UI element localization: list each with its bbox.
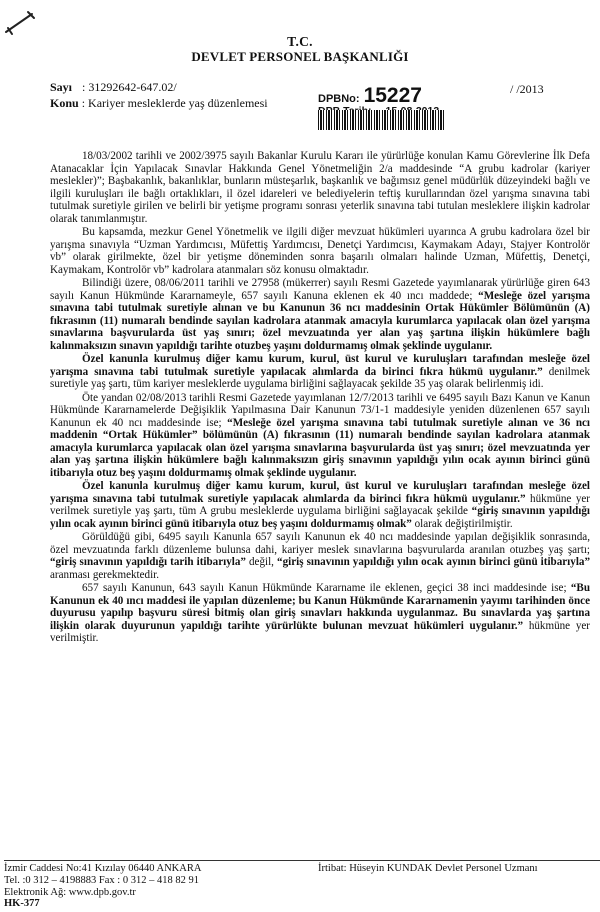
letter-body [50, 150, 590, 646]
stamp-no-value: 15227 [363, 84, 422, 107]
document-date: / /2013 [510, 82, 544, 96]
barcode [318, 110, 446, 130]
header-institution: DEVLET PERSONEL BAŞKANLIĞI [191, 49, 409, 64]
stamp-no-label: DPBNo: [318, 93, 360, 105]
paragraph-4: Özel kanunla kurulmuş diğer kamu kurum, kurul, üst kurul ve kuruluşları tarafından mesleğe özel yarışma sınavına tabi tutulmak suretiyle yapılacak alımlarda da birinci fıkra hükmü uygulanır.” denilmek suretiyle yaş şartı, tüm kariyer mesleklerde uygulama birliğini sağlayacak şekilde 35 yaş olarak belirlenmiş idi. [50, 353, 590, 390]
sayi-line [50, 80, 177, 95]
paragraph-7: Görüldüğü gibi, 6495 sayılı Kanunla 657 sayılı Kanunun ek 40 ncı maddesinde yapılan değişiklik sonrasında, özel mevzuatında farklı düzenleme bulunsa dahi, kariyer meslek sınavlarına başvurularda aranılan otuzbeş yaş şartı; “giriş sınavının yapıldığı tarih itibarıyla” değil, “giriş sınavının yapıldığı yılın ocak ayının birinci günü itibarıyla” aranması gerekmektedir. [50, 531, 590, 581]
footer-divider [4, 860, 600, 861]
paragraph-3: Bilindiği üzere, 08/06/2011 tarihli ve 27958 (mükerrer) sayılı Resmi Gazetede yayımlanarak yürürlüğe giren 643 sayılı Kanun Hükmünde Kararnameyle, 657 sayılı Kanuna eklenen ek 40 ıncı maddede; “Mesleğe özel yarışma sınavına tabi tutulmak suretiyle alınan ve bu Kanunun 36 ncı maddesinin Ortak Hükümler Bölümünün (A) fıkrasının (11) numaralı bendinde sayılan kadrolara atanmak amacıyla kurumlarca yapılacak olan özel yarışma sınavlarına başvurularda üst yaş sınırı; özel mevzuatında yer alan yaş şartına ilişkin hükümlere bağlı kalınmaksızın sınavın yapıldığı tarihte otuzbeş yaşını doldurmamış olmak şeklinde uygulanır. [50, 277, 590, 352]
konu-value: : Kariyer mesleklerde yaş düzenlemesi [81, 96, 268, 110]
paragraph-2: Bu kapsamda, mezkur Genel Yönetmelik ve ilgili diğer mevzuat hükümleri uyarınca A grubu kadrolara özel bir yarışma sınavıyla “Uzman Yardımcısı, Müfettiş Yardımcısı, Denetçi Yardımcısı, Kaymakam Adayı, Stajyer Kontrolör vb” olarak girilmekte, özel bir yetişme döneminden sonra başarılı olmaları halinde Uzman, Müfettiş, Denetçi, Kaymakam, Kontrolör vb” kadrolara atanmaları söz konusu olmaktadır. [50, 226, 590, 276]
sayi-value: : 31292642-647.02/ [82, 80, 177, 94]
footer-code: HK-377 [4, 898, 40, 909]
footer-website: Elektronik Ağ: www.dpb.gov.tr [4, 887, 136, 898]
sayi-label: Sayı [50, 80, 73, 94]
footer-phone: Tel. :0 312 – 4198883 Fax : 0 312 – 418 82 91 [4, 875, 199, 886]
footer-address: İzmir Caddesi No:41 Kızılay 06440 ANKARA [4, 863, 202, 874]
konu-label: Konu [50, 96, 79, 110]
paragraph-6: Özel kanunla kurulmuş diğer kamu kurum, kurul, üst kurul ve kuruluşları tarafından mesleğe özel yarışma sınavına tabi tutulmak suretiyle yapılacak alımlarda da birinci fıkra hükmü uygulanır.” hükmüne yer verilmek suretiyle yaş şartı, tüm A grubu mesleklerde uygulama birliğini sağlayacak şekilde “giriş sınavının yapıldığı yılın ocak ayının birinci günü itibarıyla otuz beş yaşını doldurmamış olmak” olarak değiştirilmiştir. [50, 480, 590, 530]
paragraph-8: 657 sayılı Kanunun, 643 sayılı Kanun Hükmünde Kararname ile eklenen, geçici 38 inci maddesinde ise; “Bu Kanunun ek 40 ıncı maddesi ile yapılan düzenleme; bu Kanun Hükmünde Kararnamenin yayımı tarihinden önce duyurusu yapılıp başvuru süresi bitmiş olan giriş sınavları hakkında uygulanmaz. Bu sınavlarda yaş şartına ilişkin olarak duyurunun yapıldığı tarihte yürürlükte bulunan mevzuat hükümleri uygulanır.” hükmüne yer verilmiştir. [50, 582, 590, 644]
paragraph-1: 18/03/2002 tarihli ve 2002/3975 sayılı Bakanlar Kurulu Kararı ile yürürlüğe konulan Kamu Görevlerine İlk Defa Atanacaklar İçin Yapılacak Sınavlar Hakkında Genel Yönetmeliğin 2/a maddesinde “A grubu kadrolar (kariyer meslekler)”; Başbakanlık, bakanlıklar, bunların müsteşarlık, başkanlık ve bağımsız genel müdürlük düzeyindeki bağlı ve ilgili kuruluşları ile bağlı ortaklıkları, il özel idareleri ve belediyelerin teftiş kurullarından özel yarışma sınavına tabi tutulmak suretiyle girilen ve belirli bir yetişme programı sonrası yeterlik sınavına tabi tutulan mesleklere ilişkin kadrolar olarak tanımlanmıştır. [50, 150, 590, 225]
paragraph-5: Öte yandan 02/08/2013 tarihli Resmi Gazetede yayımlanan 12/7/2013 tarihli ve 6495 sayılı Bazı Kanun ve Kanun Hükmünde Kararnamelerde Değişiklik Yapılmasına Dair Kanunun 73/1-1 maddesiyle yeniden düzenlenen 657 sayılı Kanunun ek 40 ncı maddesinde ise; “Mesleğe özel yarışma sınavına tabi tutulmak suretiyle alınan ve 36 ncı maddenin “Ortak Hükümler” bölümünün (A) fıkrasının (11) numaralı bendinde sayılan kadrolara atanmak amacıyla kurumlarca yapılacak olan özel yarışma sınavlarına başvurularda üst yaş sınırı; özel mevzuatında yer alan yaş şartına ilişkin hükümlere bağlı kalınmaksızın giriş sınavının yapıldığı yılın ocak ayının birinci günü itibarıyla otuz beş yaşını doldurmamış olmak şeklinde uygulanır. [50, 391, 590, 479]
konu-line [50, 96, 268, 111]
header-tc: T.C. [287, 34, 313, 49]
footer-contact: İrtibat: Hüseyin KUNDAK Devlet Personel Uzmanı [318, 863, 538, 874]
